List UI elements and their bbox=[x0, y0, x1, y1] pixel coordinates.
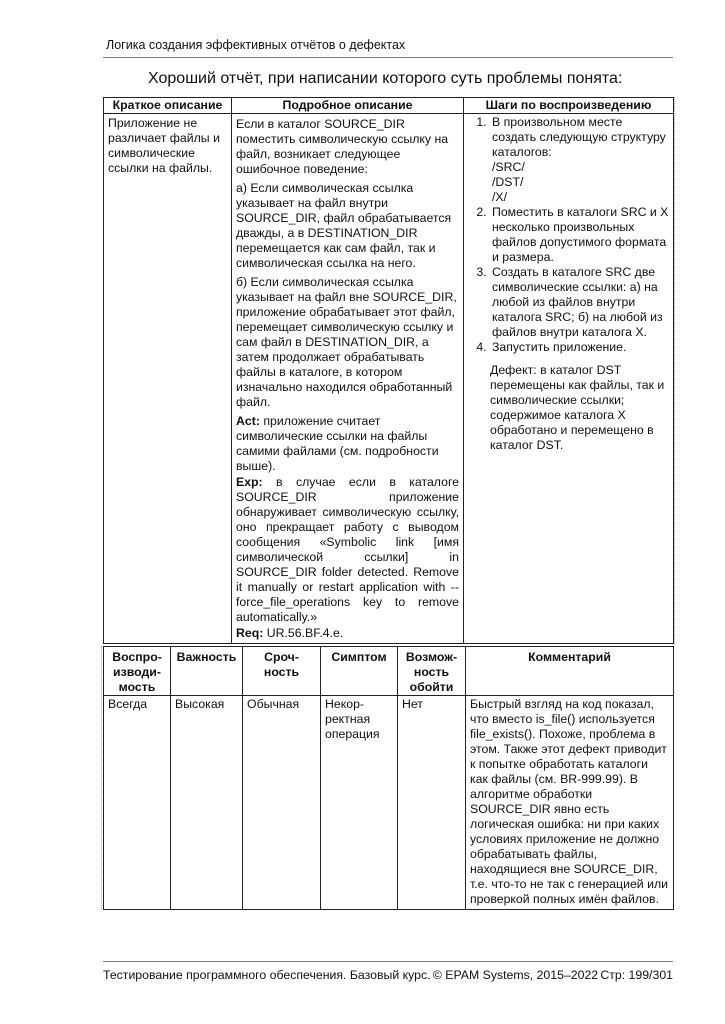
footer-course: Тестирование программного обеспечения. Базовый курс. bbox=[103, 968, 431, 982]
actual-result bbox=[236, 414, 459, 474]
page-content bbox=[103, 97, 673, 910]
lead-paragraph: Хороший отчёт, при написании которого суть проблемы понята: bbox=[148, 70, 623, 87]
step-text: В произвольном месте создать следующую структуру каталогов: bbox=[492, 115, 666, 159]
footer-page-number: Стр: 199/301 bbox=[600, 968, 673, 982]
step-item: 4. Запустить приложение. bbox=[490, 340, 669, 355]
requirement bbox=[236, 626, 459, 641]
table-row bbox=[104, 114, 674, 644]
comment-cell: Быстрый взгляд на код показал, что вместо is_file() используется file_exists(). Похоже, проблема в этом. Также этот дефект приводит к попытке обработать каталоги как файлы (см. BR-999.99). В алгоритме обработки SOURCE_DIR явно есть логическая ошибка: ни при каких условиях приложение не должно обрабатывать файлы, находящиеся вне SOURCE_DIR, т.е. что-то не так с генерацией или проверкой полных имён файлов. bbox=[466, 696, 674, 910]
description-case-b: б) Если символическая ссылка указывает на файл вне SOURCE_DIR, приложение обрабатывает этот файл, перемещает символическую ссылку и сам файл в DESTINATION_DIR, а затем продолжает обрабатывать файлы в каталоге, в котором изначально находился обработанный файл. bbox=[236, 275, 457, 409]
column-header: Важность bbox=[171, 647, 243, 696]
step-item: 3. Создать в каталоге SRC две символические ссылки: а) на любой из файлов внутри каталога SRC; б) на любой из файлов внутри каталога X. bbox=[490, 265, 669, 340]
column-header: Симптом bbox=[321, 647, 398, 696]
header-divider bbox=[103, 57, 673, 58]
margin-decoration bbox=[674, 97, 679, 644]
req-text: UR.56.BF.4.e. bbox=[266, 626, 344, 640]
report-table-attributes bbox=[103, 646, 674, 910]
column-header: Краткое описание bbox=[104, 98, 232, 114]
step-item bbox=[490, 115, 669, 205]
exp-text: в случае если в каталоге SOURCE_DIR приложение обнаруживает символическую ссылку, оно прекращает работу с выводом сообщения «Symbolic link [имя символической ссылки] in SOURCE_DIR folder detected. Remove it manually or restart application with --force_file_operations key to remove automatically.» bbox=[236, 475, 459, 624]
column-header: Воспро-изводи-мость bbox=[104, 647, 171, 696]
column-header: Сроч-ность bbox=[243, 647, 321, 696]
steps-list bbox=[468, 115, 669, 355]
step-item: 2. Поместить в каталоги SRC и X несколько произвольных файлов допустимого формата и размера. bbox=[490, 205, 669, 265]
req-label: Req: bbox=[236, 626, 264, 640]
footer-divider bbox=[103, 961, 673, 962]
table-row bbox=[104, 696, 674, 910]
column-header: Подробное описание bbox=[232, 98, 464, 114]
description-intro: Если в каталог SOURCE_DIR поместить символическую ссылку на файл, возникает следующее ошибочное поведение: bbox=[236, 117, 449, 176]
table-header-row bbox=[104, 98, 674, 114]
dir-item: /SRC/ bbox=[492, 160, 525, 174]
page-footer bbox=[103, 968, 673, 982]
defect-summary: Дефект: в каталог DST перемещены как файлы, так и символические ссылки; содержимое каталога X обработано и перемещено в каталог DST. bbox=[490, 363, 665, 452]
table-header-row bbox=[104, 647, 674, 696]
margin-decoration bbox=[97, 646, 102, 910]
description-cell bbox=[232, 114, 464, 644]
severity-cell: Высокая bbox=[171, 696, 243, 910]
main-table-wrapper bbox=[103, 97, 673, 644]
summary-cell: Приложение не различает файлы и символические ссылки на файлы. bbox=[104, 114, 232, 644]
attributes-table-wrapper bbox=[103, 646, 673, 910]
footer-copyright: © EPAM Systems, 2015–2022 bbox=[432, 968, 599, 982]
dir-item: /DST/ bbox=[492, 175, 524, 189]
report-table-main bbox=[103, 97, 674, 644]
description-case-a: а) Если символическая ссылка указывает на файл внутри SOURCE_DIR, файл обрабатывается дважды, а в DESTINATION_DIR перемещается как сам файл, так и символическая ссылка на него. bbox=[236, 181, 452, 270]
act-label: Act: bbox=[236, 414, 260, 428]
symptom-cell: Некор-ректная операция bbox=[321, 696, 398, 910]
priority-cell: Обычная bbox=[243, 696, 321, 910]
act-text: приложение считает символические ссылки на файлы самими файлами (см. подробности выше). bbox=[236, 414, 439, 473]
column-header: Шаги по воспроизведению bbox=[464, 98, 674, 114]
expected-result bbox=[236, 475, 459, 625]
dir-item: /X/ bbox=[492, 190, 508, 204]
reproducibility-cell: Всегда bbox=[104, 696, 171, 910]
workaround-cell: Нет bbox=[398, 696, 466, 910]
exp-label: Exp: bbox=[236, 475, 263, 489]
column-header: Комментарий bbox=[466, 647, 674, 696]
steps-cell bbox=[464, 114, 674, 644]
running-header: Логика создания эффективных отчётов о дефектах bbox=[106, 38, 406, 52]
column-header: Возмож-ность обойти bbox=[398, 647, 466, 696]
